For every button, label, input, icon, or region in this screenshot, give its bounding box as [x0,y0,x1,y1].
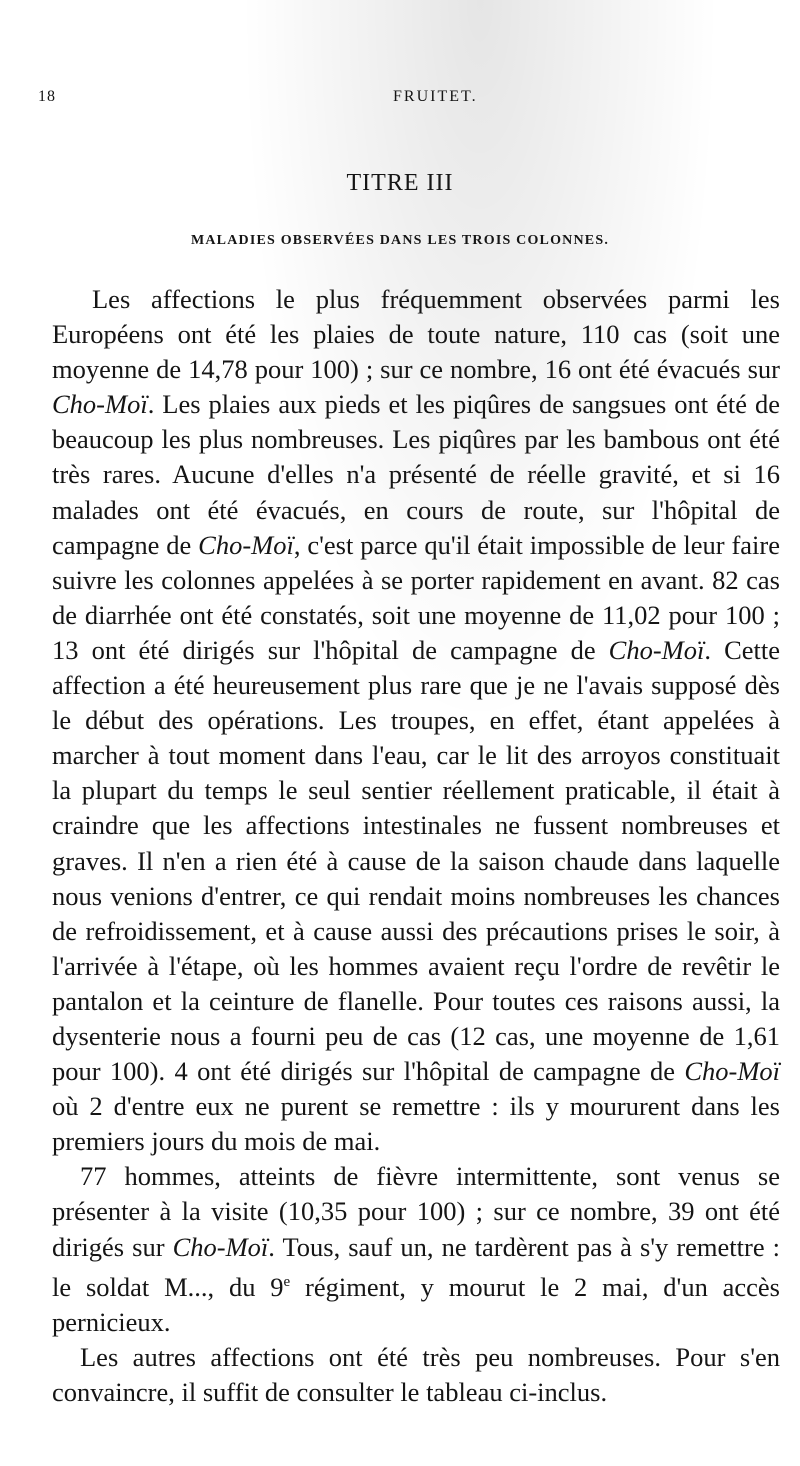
place-name: Cho-Moï [52,389,148,420]
place-name: Cho-Moï [684,1056,780,1087]
place-name: Cho-Moï [172,1231,269,1262]
place-name: Cho-Moï [608,634,705,665]
running-title: FRUITET. [393,88,478,105]
text-segment: , c'est parce qu'il était impossible de leur faire suivre les colonnes appelées à se porter rapidement en avant. 82 cas de diarrhée ont été constatés, soit une moyenne de 11,02 pour 100 ; 13 ont été dirigés sur l'hôpital de campagne de [52,529,780,665]
paragraph-plaies [52,282,780,1159]
body-text [52,282,780,1410]
text-segment: où 2 d'entre eux ne purent se remettre : ils y moururent dans les premiers jours du mois de mai. [52,1091,780,1157]
text-segment: . Cette affection a été heureusement plus rare que je ne l'avais supposé dès le début des opérations. Les troupes, en effet, étant appelées à marcher à tout moment dans l'eau, car le lit des arroyos constituait la plupart du temps le seul sentier réellement praticable, il était à craindre que les affections intestinales ne fussent nombreuses et graves. Il n'en a rien été à cause de la saison chaude dans laquelle nous venions d'entrer, ce qui rendait moins nombreuses les chances de refroidissement, et à cause aussi des précautions prises le soir, à l'arrivée à l'étape, où les hommes avaient reçu l'ordre de revêtir le pantalon et la ceinture de flanelle. Pour toutes ces raisons aussi, la dysenterie nous a fourni peu de cas (12 cas, une moyenne de 1,61 pour 100). 4 ont été dirigés sur l'hôpital de campagne de [52,634,780,1087]
paragraph-autres [52,1340,780,1410]
running-head [38,88,760,112]
chapter-title: TITRE III [346,170,454,196]
text-segment: Les autres affections ont été très peu nombreuses. Pour s'en convaincre, il suffit de consulter le tableau ci-inclus. [52,1341,780,1407]
page-number: 18 [38,88,56,105]
place-name: Cho-Moï [198,529,294,560]
text-segment: régiment, y mourut le 2 mai, d'un accès pernicieux. [52,1271,780,1337]
text-segment: 77 hommes, atteints de fièvre intermittente, sont venus se présenter à la visite (10,35 pour 100) ; sur ce nombre, 39 ont été dirigés sur [52,1161,780,1262]
text-segment: . Tous, sauf un, ne tardèrent pas à s'y remettre : le soldat M..., du 9 [52,1231,780,1302]
paragraph-fievre [52,1159,780,1339]
text-segment: Les affections le plus fréquemment observées parmi les Européens ont été les plaies de toute nature, 110 cas (soit une moyenne de 14,78 pour 100) ; sur ce nombre, 16 ont été évacués sur [52,284,780,385]
text-segment: . Les plaies aux pieds et les piqûres de sangsues ont été de beaucoup les plus nombreuses. Les piqûres par les bambous ont été très rares. Aucune d'elles n'a présenté de réelle gravité, et si 16 malades ont été évacués, en cours de route, sur l'hôpital de campagne de [52,389,780,560]
ordinal-superscript: e [283,1273,291,1290]
section-subtitle: MALADIES OBSERVÉES DANS LES TROIS COLONNES. [190,233,610,248]
